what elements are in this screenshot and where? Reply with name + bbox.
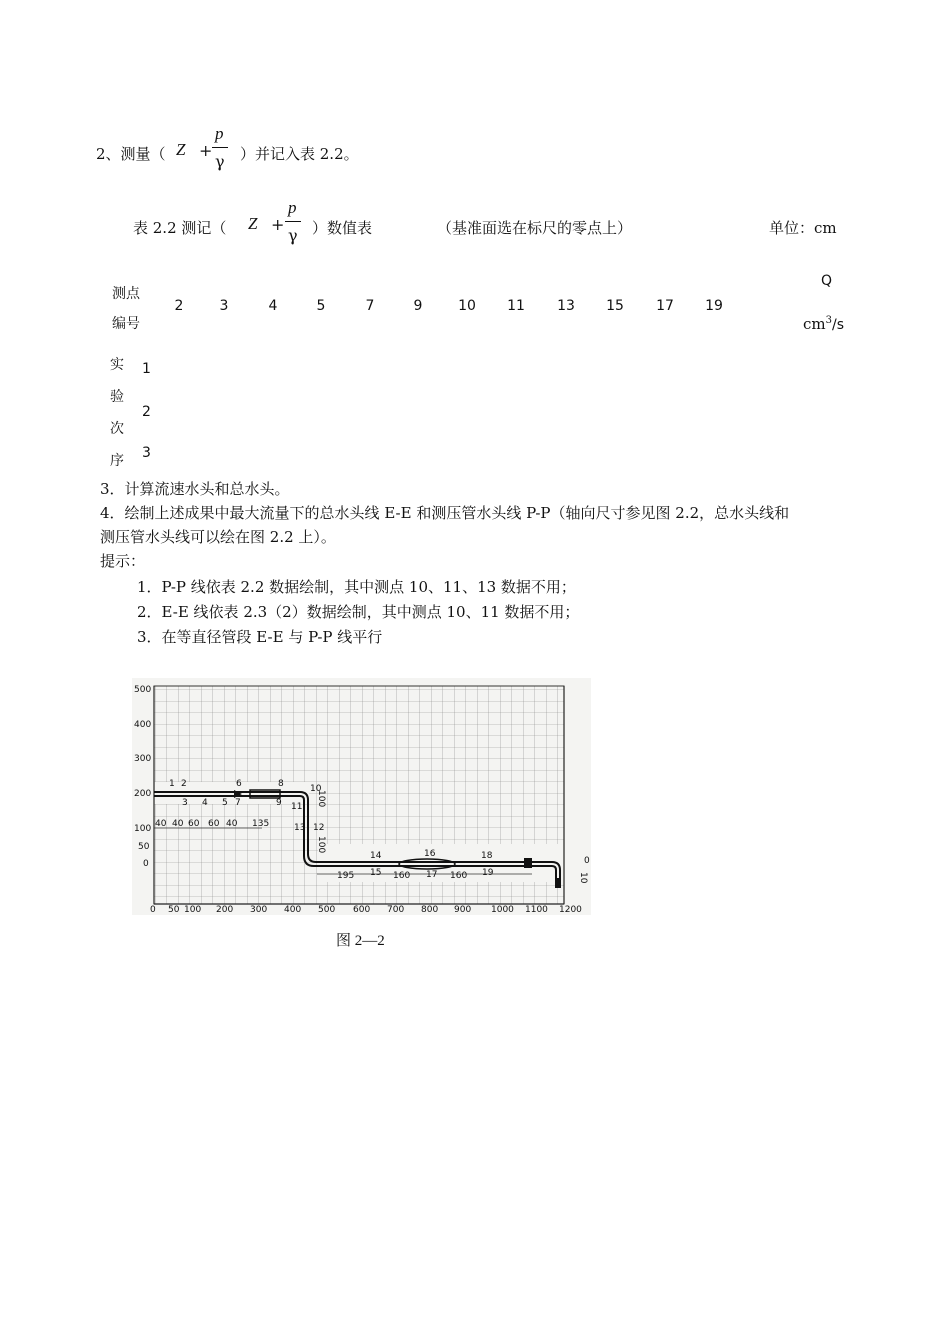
y-tick: 400 (134, 720, 152, 730)
table-title-suffix: ）数值表 (312, 219, 373, 237)
x-tick: 50 (168, 905, 180, 915)
point-label: 17 (426, 870, 438, 880)
point-label: 13 (294, 823, 306, 833)
segment-dim: 40 (226, 819, 238, 829)
table-title-plus: + (271, 215, 285, 234)
step2-suffix: ）并记入表 2.2。 (240, 145, 359, 163)
table-title-note: （基准面选在标尺的零点上） (437, 219, 633, 237)
point-label: 11 (291, 802, 303, 812)
segment-dim: 60 (188, 819, 200, 829)
x-tick: 300 (250, 905, 268, 915)
x-tick: 0 (150, 905, 156, 915)
point-label: 14 (370, 851, 382, 861)
point-label: 18 (481, 851, 493, 861)
step2-p: p (215, 124, 224, 143)
table-title-unit: 单位：cm (769, 219, 837, 237)
point-label: 7 (235, 798, 241, 808)
point-header: 17 (656, 298, 674, 314)
point-header: 2 (174, 298, 184, 314)
row-header-1: 测点 (112, 286, 140, 302)
q-label: Q (821, 273, 833, 289)
point-header: 19 (705, 298, 723, 314)
point-header: 3 (219, 298, 229, 314)
point-label: 1 (169, 779, 175, 789)
x-tick: 200 (216, 905, 234, 915)
point-label: 10 (310, 784, 322, 794)
step2-frac-line (212, 147, 228, 148)
table-title-z: Z (248, 214, 258, 233)
vertical-dim: 100 (316, 790, 326, 808)
figure-caption: 图 2—2 (336, 933, 385, 949)
step4-line1: 4．绘制上述成果中最大流量下的总水头线 E-E 和测压管水头线 P-P（轴向尺寸参见图 2.2，总水头线和 (100, 504, 790, 522)
point-header: 11 (507, 298, 525, 314)
q-unit (803, 315, 844, 333)
hint-item: 1．P-P 线依表 2.2 数据绘制，其中测点 10、11、13 数据不用； (137, 578, 576, 596)
x-tick: 900 (454, 905, 472, 915)
vertical-dim: 100 (316, 836, 326, 854)
segment-dim: 40 (172, 819, 184, 829)
figure-2-2 (132, 678, 591, 915)
segment-dim: 40 (155, 819, 167, 829)
point-label: 19 (482, 868, 494, 878)
x-tick: 400 (284, 905, 302, 915)
table-title-p: p (288, 198, 297, 217)
point-label: 5 (222, 798, 228, 808)
bottom-dim: 160 (450, 871, 468, 881)
exp-row-number: 3 (142, 445, 151, 461)
bottom-dim: 195 (337, 871, 355, 881)
valve (524, 858, 532, 868)
point-label: 16 (424, 849, 436, 859)
step4-line2: 测压管水头线可以绘在图 2.2 上）。 (100, 528, 336, 546)
point-header: 7 (365, 298, 375, 314)
x-tick: 100 (184, 905, 202, 915)
step2-prefix: 2、测量（ (96, 145, 166, 163)
y-tick: 50 (138, 842, 150, 852)
table-title-label: 表 2.2 测记（ (133, 219, 227, 237)
x-tick: 600 (353, 905, 371, 915)
x-tick: 500 (318, 905, 336, 915)
y-tick: 100 (134, 824, 152, 834)
point-label: 3 (182, 798, 188, 808)
right-dim: 10 (578, 872, 588, 884)
x-tick: 1000 (491, 905, 514, 915)
exp-row-number: 2 (142, 404, 151, 420)
point-header: 4 (268, 298, 278, 314)
point-header: 10 (458, 298, 476, 314)
y-tick: 200 (134, 789, 152, 799)
hint-item: 3．在等直径管段 E-E 与 P-P 线平行 (137, 628, 383, 646)
step2-z: Z (176, 140, 186, 159)
segment-dim: 60 (208, 819, 220, 829)
step2-gamma: γ (215, 152, 225, 171)
y-tick: 300 (134, 754, 152, 764)
q-unit-tail: /s (832, 317, 845, 333)
x-tick: 1100 (525, 905, 548, 915)
exp-row-number: 1 (142, 361, 151, 377)
x-tick: 700 (387, 905, 405, 915)
point-header: 15 (606, 298, 624, 314)
x-tick: 800 (421, 905, 439, 915)
point-header: 13 (557, 298, 575, 314)
q-unit-sup: 3 (825, 315, 832, 326)
segment-dim: 135 (252, 819, 270, 829)
hint-item: 2．E-E 线依表 2.3（2）数据绘制，其中测点 10、11 数据不用； (137, 603, 580, 621)
step2-plus: + (199, 141, 213, 160)
point-header: 9 (413, 298, 423, 314)
exp-header-char: 次 (110, 421, 124, 437)
right-zero: 0 (584, 856, 590, 866)
x-tick: 1200 (559, 905, 582, 915)
y-tick: 500 (134, 685, 152, 695)
point-header: 5 (316, 298, 326, 314)
bottom-dim: 160 (393, 871, 411, 881)
point-label: 2 (181, 779, 187, 789)
hint-title: 提示： (100, 552, 146, 570)
point-label: 12 (313, 823, 325, 833)
point-label: 6 (236, 779, 242, 789)
exp-header-char: 验 (110, 389, 124, 405)
point-label: 4 (202, 798, 208, 808)
table-title-frac-line (285, 221, 301, 222)
exp-header-char: 序 (110, 453, 124, 469)
row-header-2: 编号 (112, 316, 140, 332)
step3-text: 3．计算流速水头和总水头。 (100, 480, 290, 498)
point-label: 9 (276, 798, 282, 808)
figure-svg (132, 678, 591, 915)
y-tick: 0 (143, 859, 149, 869)
point-label: 15 (370, 868, 382, 878)
q-unit-base: cm (803, 315, 826, 333)
table-title-gamma: γ (288, 226, 298, 245)
exp-header-char: 实 (110, 357, 124, 373)
point-label: 8 (278, 779, 284, 789)
